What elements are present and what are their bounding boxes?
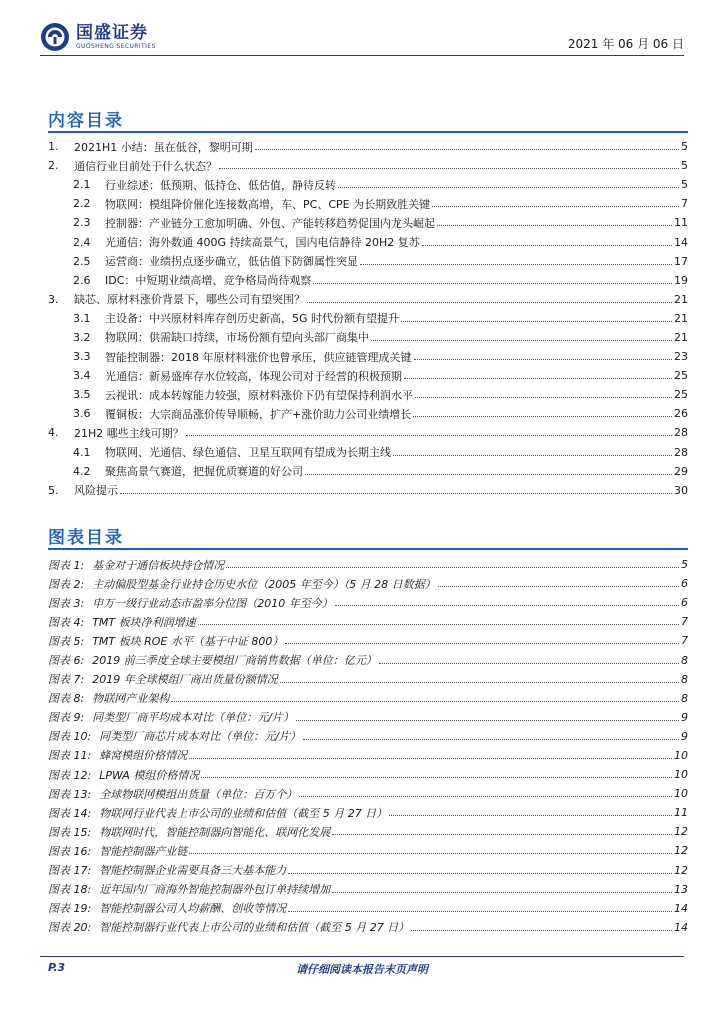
entry-page-number: 9 <box>681 710 688 724</box>
footer-disclaimer: 请仔细阅读本报告末页声明 <box>296 963 428 976</box>
dot-leader <box>303 739 679 740</box>
entry-title: 智能控制器公司人均薪酬、创收等情况 <box>99 902 287 916</box>
toc-entry[interactable] <box>48 462 688 481</box>
entry-number: 图表 18: <box>48 883 92 897</box>
figure-entry[interactable] <box>48 784 688 803</box>
dot-leader <box>219 168 679 169</box>
dot-leader <box>285 643 679 644</box>
entry-page-number: 25 <box>674 369 688 383</box>
entry-page-number: 6 <box>681 577 688 591</box>
entry-number: 图表 15: <box>48 825 92 839</box>
dot-leader <box>360 264 672 265</box>
entry-title: 近年国内厂商海外智能控制器外包订单持续增加 <box>99 883 331 897</box>
entry-title: 智能控制器行业代表上市公司的业绩和估值（截至 5 月 27 日） <box>99 921 410 935</box>
dot-leader <box>280 682 679 683</box>
entry-page-number: 14 <box>674 920 688 934</box>
entry-title: 缺芯、原材料涨价背景下，哪些公司有望突围？ <box>74 293 305 307</box>
dot-leader <box>389 815 672 816</box>
dot-leader <box>307 302 672 303</box>
entry-page-number: 8 <box>681 653 688 667</box>
toc-entry[interactable] <box>48 194 688 213</box>
dot-leader <box>438 586 679 587</box>
figure-entry[interactable] <box>48 765 688 784</box>
entry-title: 主设备：中兴原材料库存创历史新高，5G 时代份额有望提升 <box>105 312 400 326</box>
dot-leader <box>414 359 673 360</box>
entry-page-number: 28 <box>674 445 688 459</box>
entry-number: 2.1 <box>73 178 91 192</box>
entry-title: LPWA 模组价格情况 <box>99 768 200 782</box>
figure-entry[interactable] <box>48 689 688 708</box>
entry-number: 图表 8: <box>48 692 85 706</box>
entry-number: 4. <box>48 426 59 440</box>
entry-page-number: 6 <box>681 596 688 610</box>
entry-page-number: 5 <box>681 558 688 572</box>
entry-page-number: 7 <box>681 197 688 211</box>
page-header <box>40 20 684 54</box>
entry-page-number: 5 <box>681 140 688 154</box>
figure-entry[interactable] <box>48 574 688 593</box>
entry-title: 基金对于通信板块持仓情况 <box>92 558 225 572</box>
figure-entry[interactable] <box>48 841 688 860</box>
footer-divider <box>40 956 684 957</box>
figure-entry[interactable] <box>48 631 688 650</box>
entry-number: 2.2 <box>73 197 91 211</box>
entry-title: 光通信：海外数通 400G 持续高景气，国内电信静待 20H2 复苏 <box>105 236 420 250</box>
entry-title: 申万一级行业动态市盈率分位图（2010 年至今） <box>92 596 333 610</box>
entry-number: 图表 17: <box>48 864 92 878</box>
entry-number: 5. <box>48 483 59 497</box>
entry-title: 通信行业目前处于什么状态？ <box>74 159 217 173</box>
entry-page-number: 5 <box>681 178 688 192</box>
figure-entry[interactable] <box>48 899 688 918</box>
toc-list <box>48 137 688 500</box>
figure-entry[interactable] <box>48 918 688 937</box>
dot-leader <box>186 435 672 436</box>
entry-number: 图表 13: <box>48 787 92 801</box>
dot-leader <box>305 474 672 475</box>
toc-entry[interactable] <box>48 481 688 500</box>
entry-number: 2.3 <box>73 216 91 230</box>
entry-title: 物联网：模组降价催化连接数高增，车、PC、CPE 为长期致胜关键 <box>105 197 431 211</box>
entry-number: 4.2 <box>73 464 91 478</box>
entry-page-number: 29 <box>674 464 688 478</box>
dot-leader <box>313 283 672 284</box>
entry-title: 同类型厂商芯片成本对比（单位：元/片） <box>99 730 301 744</box>
entry-number: 2. <box>48 159 59 173</box>
entry-number: 图表 9: <box>48 711 85 725</box>
dot-leader <box>335 605 679 606</box>
entry-number: 2.4 <box>73 235 91 249</box>
entry-title: 风险提示 <box>74 484 118 498</box>
entry-title: 覆铜板：大宗商品涨价传导顺畅，扩产+涨价助力公司业绩增长 <box>105 407 412 421</box>
entry-title: 智能控制器企业需要具备三大基本能力 <box>99 864 287 878</box>
entry-title: 同类型厂商平均成本对比（单位：元/片） <box>92 711 294 725</box>
entry-number: 图表 6: <box>48 654 85 668</box>
dot-leader <box>415 397 672 398</box>
dot-leader <box>189 853 672 854</box>
figures-title-rule <box>48 548 688 550</box>
entry-page-number: 21 <box>674 330 688 344</box>
entry-title: 物联网：供需缺口持续，市场份额有望向头部厂商集中 <box>105 331 369 345</box>
guosheng-logo-icon <box>40 22 70 52</box>
entry-title: 21H2 哪些主线可期？ <box>74 426 184 440</box>
logo-chinese-name: 国盛证券 <box>76 22 148 43</box>
toc-entry[interactable] <box>48 252 688 271</box>
figure-entry[interactable] <box>48 593 688 612</box>
page-number: P.3 <box>48 961 66 974</box>
toc-entry[interactable] <box>48 175 688 194</box>
entry-title: 2019 前三季度全球主要模组厂商销售数据（单位：亿元） <box>92 654 377 668</box>
dot-leader <box>201 777 672 778</box>
figure-entry[interactable] <box>48 708 688 727</box>
header-divider <box>40 55 684 56</box>
entry-page-number: 9 <box>681 729 688 743</box>
entry-page-number: 5 <box>681 159 688 173</box>
dot-leader <box>332 892 672 893</box>
dot-leader <box>171 701 679 702</box>
figure-entry[interactable] <box>48 555 688 574</box>
toc-entry[interactable] <box>48 385 688 404</box>
dot-leader <box>189 758 672 759</box>
entry-title: TMT 板块净利润增速 <box>92 615 196 629</box>
entry-title: 蜂窝模组价格情况 <box>99 749 188 763</box>
figure-entry[interactable] <box>48 650 688 669</box>
dot-leader <box>226 567 679 568</box>
dot-leader <box>255 149 679 150</box>
entry-number: 3.5 <box>73 388 91 402</box>
toc-entry[interactable] <box>48 213 688 232</box>
toc-entry[interactable] <box>48 290 688 309</box>
logo-english-name: GUOSHENG SECURITIES <box>76 42 156 50</box>
figure-entry[interactable] <box>48 612 688 631</box>
figure-entry[interactable] <box>48 880 688 899</box>
entry-number: 图表 3: <box>48 596 85 610</box>
entry-title: 聚焦高景气赛道，把握优质赛道的好公司 <box>105 465 303 479</box>
figure-entry[interactable] <box>48 746 688 765</box>
entry-number: 图表 16: <box>48 844 92 858</box>
dot-leader <box>371 340 672 341</box>
entry-number: 3.4 <box>73 369 91 383</box>
entry-number: 1. <box>48 140 59 154</box>
entry-page-number: 26 <box>674 407 688 421</box>
dot-leader <box>338 187 679 188</box>
entry-title: TMT 板块 ROE 水平（基于中证 800） <box>92 634 284 648</box>
toc-entry[interactable] <box>48 156 688 175</box>
dot-leader <box>288 873 672 874</box>
dot-leader <box>379 663 679 664</box>
entry-title: 智能控制器：2018 年原材料涨价也曾承压，供应链管理成关键 <box>105 350 412 364</box>
entry-page-number: 19 <box>674 273 688 287</box>
entry-page-number: 25 <box>674 388 688 402</box>
toc-entry[interactable] <box>48 423 688 442</box>
dot-leader <box>120 493 672 494</box>
entry-title: 物联网时代，智能控制器向智能化、联网化发展 <box>99 825 331 839</box>
entry-title: 控制器：产业链分工愈加明确、外包、产能转移趋势促国内龙头崛起 <box>105 216 435 230</box>
toc-entry[interactable] <box>48 328 688 347</box>
entry-number: 图表 2: <box>48 577 85 591</box>
dot-leader <box>413 416 672 417</box>
entry-number: 图表 4: <box>48 615 85 629</box>
entry-number: 3.1 <box>73 311 91 325</box>
dot-leader <box>401 321 672 322</box>
entry-page-number: 21 <box>674 311 688 325</box>
entry-number: 3.2 <box>73 330 91 344</box>
report-date: 2021 年 06 月 06 日 <box>567 37 684 51</box>
entry-page-number: 23 <box>674 350 688 364</box>
dot-leader <box>288 911 672 912</box>
entry-number: 4.1 <box>73 445 91 459</box>
entry-number: 图表 10: <box>48 730 92 744</box>
dot-leader <box>299 796 672 797</box>
entry-title: 2021H1 小结：虽在低谷，黎明可期 <box>74 140 253 154</box>
entry-number: 2.6 <box>73 273 91 287</box>
entry-page-number: 8 <box>681 691 688 705</box>
entry-page-number: 12 <box>674 844 688 858</box>
figure-entry[interactable] <box>48 822 688 841</box>
dot-leader <box>422 245 672 246</box>
entry-title: 物联网、光通信、绿色通信、卫星互联网有望成为长期主线 <box>105 446 391 460</box>
toc-entry[interactable] <box>48 271 688 290</box>
entry-title: 行业综述：低预期、低持仓、低估值，静待反转 <box>105 178 336 192</box>
entry-page-number: 17 <box>674 254 688 268</box>
figure-entry[interactable] <box>48 803 688 822</box>
entry-page-number: 10 <box>674 787 688 801</box>
figure-entry[interactable] <box>48 727 688 746</box>
entry-title: 2019 年全球模组厂商出货量份额情况 <box>92 673 278 687</box>
entry-title: 全球物联网模组出货量（单位：百万个） <box>99 787 298 801</box>
toc-entry[interactable] <box>48 366 688 385</box>
dot-leader <box>332 834 672 835</box>
dot-leader <box>393 455 672 456</box>
entry-title: 物联网产业架构 <box>92 692 170 706</box>
entry-number: 2.5 <box>73 254 91 268</box>
entry-number: 3.6 <box>73 407 91 421</box>
figure-entry[interactable] <box>48 861 688 880</box>
dot-leader <box>432 206 679 207</box>
toc-title: 内容目录 <box>48 111 124 131</box>
entry-number: 图表 20: <box>48 921 92 935</box>
entry-page-number: 13 <box>674 882 688 896</box>
toc-title-rule <box>48 131 688 133</box>
toc-entry[interactable] <box>48 347 688 366</box>
entry-title: IDC：中短期业绩高增、竞争格局尚待观察 <box>105 274 312 288</box>
entry-number: 3.3 <box>73 350 91 364</box>
figures-title: 图表目录 <box>48 528 124 548</box>
entry-number: 图表 1: <box>48 558 85 572</box>
entry-page-number: 14 <box>674 235 688 249</box>
entry-page-number: 21 <box>674 292 688 306</box>
entry-page-number: 12 <box>674 863 688 877</box>
entry-page-number: 11 <box>674 216 688 230</box>
entry-number: 图表 11: <box>48 749 92 763</box>
entry-title: 智能控制器产业链 <box>99 844 188 858</box>
entry-title: 物联网行业代表上市公司的业绩和估值（截至 5 月 27 日） <box>99 806 388 820</box>
entry-page-number: 7 <box>681 615 688 629</box>
entry-page-number: 8 <box>681 672 688 686</box>
entry-page-number: 12 <box>674 825 688 839</box>
entry-number: 图表 5: <box>48 634 85 648</box>
figures-list <box>48 555 688 937</box>
entry-page-number: 11 <box>674 806 688 820</box>
dot-leader <box>404 378 672 379</box>
entry-number: 3. <box>48 292 59 306</box>
entry-page-number: 10 <box>674 748 688 762</box>
entry-number: 图表 12: <box>48 768 92 782</box>
entry-page-number: 10 <box>674 768 688 782</box>
toc-entry[interactable] <box>48 232 688 251</box>
entry-page-number: 28 <box>674 426 688 440</box>
entry-number: 图表 19: <box>48 902 92 916</box>
dot-leader <box>437 225 672 226</box>
toc-entry[interactable] <box>48 137 688 156</box>
entry-title: 云视讯：成本转嫁能力较强，原材料涨价下仍有望保持利润水平 <box>105 388 413 402</box>
entry-title: 主动偏股型基金行业持仓历史水位（2005 年至今）（5 月 28 日数据） <box>92 577 436 591</box>
toc-entry[interactable] <box>48 309 688 328</box>
entry-title: 运营商：业绩拐点逐步确立，低估值下防御属性突显 <box>105 255 358 269</box>
entry-number: 图表 14: <box>48 806 92 820</box>
dot-leader <box>411 930 672 931</box>
entry-page-number: 14 <box>674 901 688 915</box>
toc-entry[interactable] <box>48 404 688 423</box>
entry-title: 光通信：新易盛库存水位较高，体现公司对于经营的积极预期 <box>105 369 402 383</box>
entry-page-number: 7 <box>681 634 688 648</box>
company-logo <box>40 20 156 54</box>
entry-page-number: 30 <box>674 483 688 497</box>
figure-entry[interactable] <box>48 670 688 689</box>
dot-leader <box>296 720 679 721</box>
toc-entry[interactable] <box>48 443 688 462</box>
dot-leader <box>198 624 679 625</box>
entry-number: 图表 7: <box>48 673 85 687</box>
